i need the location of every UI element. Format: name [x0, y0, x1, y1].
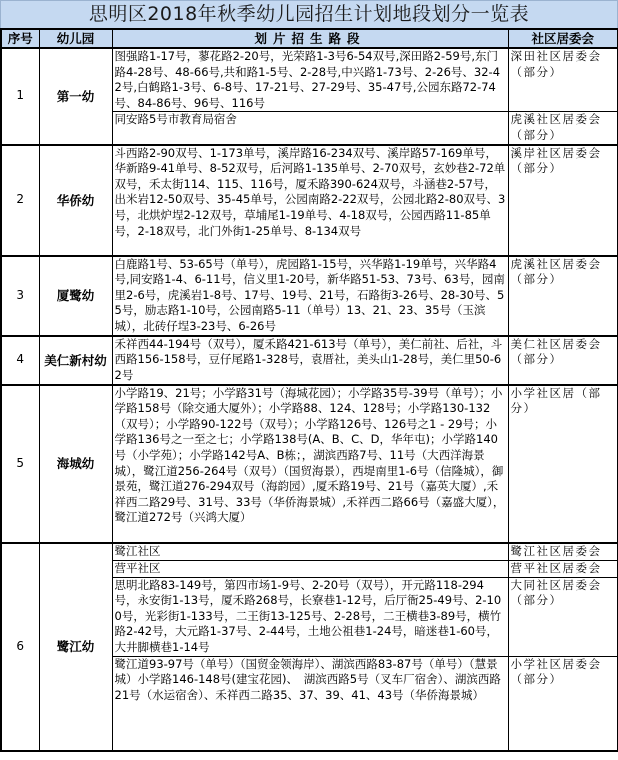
community-cell: 虎溪社区居委会（部分） [508, 256, 618, 336]
route-cell: 鹭江社区 [112, 543, 508, 561]
table-row [1, 145, 618, 256]
table-row [1, 543, 618, 561]
route-cell: 小学路19、21号；小学路31号（海城花园）；小学路35号-39号（单号）；小学路158号（除交通大厦外）；小学路88、124、128号；小学路130-132（双号）；小学路90-122号（双号）；小学路126号、126号之1 - 29号；小学路136号之一至之七；小学路138号(A、B、C、D，华年屯)；小学路140号（小学苑）；小学路142号A、B栋；，湖滨西路7号、11号（大西洋海景城），鹭江道256-264号（双号）（国贸海景），西堤南里1-6号（信隆城），御景苑，鹭江道276-294双号（海韵园）,厦禾路19号、21号（嘉英大厦）,禾祥西二路29号、31号、33号（华侨海景城）,禾祥西二路66号（嘉盛大厦），鹭江道272号（兴鸿大厦） [112, 385, 508, 543]
school-name: 华侨幼 [39, 145, 112, 256]
school-name: 美仁新村幼 [39, 336, 112, 385]
col-header-school: 幼儿园 [39, 29, 112, 48]
school-name: 海城幼 [39, 385, 112, 543]
row-number: 2 [1, 145, 39, 256]
route-cell: 鹭江道93-97号（单号）（国贸金领海岸）、湖滨西路83-87号（单号）（慧景城）小学路146-148号(建宝花园)、 湖滨西路5号（叉车厂宿舍）、湖滨西路21号（水运宿舍）、禾祥西二路35、37、39、41、43号（华侨海景城） [112, 656, 508, 751]
community-cell: 深田社区居委会（部分） [508, 48, 618, 112]
route-cell: 同安路5号市教育局宿舍 [112, 112, 508, 145]
community-cell: 美仁社区居委会（部分） [508, 336, 618, 385]
table-row [1, 336, 618, 385]
community-cell: 溪岸社区居委会（部分） [508, 145, 618, 256]
route-cell: 禾祥西44-194号（双号），厦禾路421-613号（单号），美仁前社、后社，斗西路156-158号，豆仔尾路1-328号，袁厝社，美头山1-28号，美仁里50-62号 [112, 336, 508, 385]
table-row [1, 256, 618, 336]
route-cell: 图强路1-17号，蓼花路2-20号，光荣路1-3号6-54双号,深田路2-59号,东门路4-28号、48-66号,共和路1-5号、2-28号,中兴路1-73号、2-26号、32-42号,白鹤路1-3号、6-8号、17-21号、27-29号、35-47号,公园东路72-74号、84-86号、96号、116号 [112, 48, 508, 112]
col-header-no: 序号 [1, 29, 39, 48]
community-cell: 虎溪社区居委会（部分） [508, 112, 618, 145]
community-cell: 营平社区居委会 [508, 560, 618, 577]
table-row [1, 48, 618, 112]
col-header-community: 社区居委会 [508, 29, 618, 48]
school-name: 第一幼 [39, 48, 112, 145]
route-cell: 白鹿路1号、53-65号（单号），虎园路1-15号，兴华路1-19单号，兴华路4号,同安路1-4、6-11号，信义里1-20号，新华路51-53、73号、63号，园南里2-6号，虎溪岩1-8号、17号、19号、21号，石路街3-26号、28-30号、55号，励志路1-10号，公园南路5-11（单号）13、21、23、35号（玉滨城），北砖仔埕3-23号、6-26号 [112, 256, 508, 336]
community-cell: 大同社区居委会（部分） [508, 577, 618, 656]
col-header-route: 划片招生路段 [112, 29, 508, 48]
row-number: 1 [1, 48, 39, 145]
row-number: 6 [1, 543, 39, 751]
header-row [1, 29, 618, 48]
row-number: 4 [1, 336, 39, 385]
row-number: 5 [1, 385, 39, 543]
route-cell: 思明北路83-149号，第四市场1-9号、2-20号（双号），开元路118-294号，永安街1-13号，厦禾路268号，长寮巷1-12号，后厅衙25-49号、2-100号，光彩街1-133号，二王街13-125号、2-28号，二王横巷3-89号，横竹路2-42号，大元路1-37号、2-44号，土地公祖巷1-24号，暗迷巷1-60号，大井脚横巷1-14号 [112, 577, 508, 656]
community-cell: 鹭江社区居委会 [508, 543, 618, 561]
route-cell: 斗西路2-90双号、1-173单号，溪岸路16-234双号、溪岸路57-169单号，华新路9-41单号、8-52双号，后河路1-135单号、2-70双号，玄妙巷2-72单双号，禾太街114、115、116号，厦禾路390-624双号，斗涵巷2-57号，出米岩12-50双号、35-45单号，公园南路2-22双号，公园北路2-80双号、3号，北烘炉埕2-12双号，草埔尾1-19单号、4-18双号，公园西路11-85单号，2-18双号，北门外街1-25单号、8-134双号 [112, 145, 508, 256]
table-row [1, 385, 618, 543]
community-cell: 小学社区居（部分） [508, 385, 618, 543]
district-table [0, 28, 618, 752]
sheet-title: 思明区2018年秋季幼儿园招生计划地段划分一览表 [0, 0, 618, 28]
community-cell: 小学社区居委会（部分） [508, 656, 618, 751]
school-name: 厦鹭幼 [39, 256, 112, 336]
route-cell: 营平社区 [112, 560, 508, 577]
school-name: 鹭江幼 [39, 543, 112, 751]
row-number: 3 [1, 256, 39, 336]
